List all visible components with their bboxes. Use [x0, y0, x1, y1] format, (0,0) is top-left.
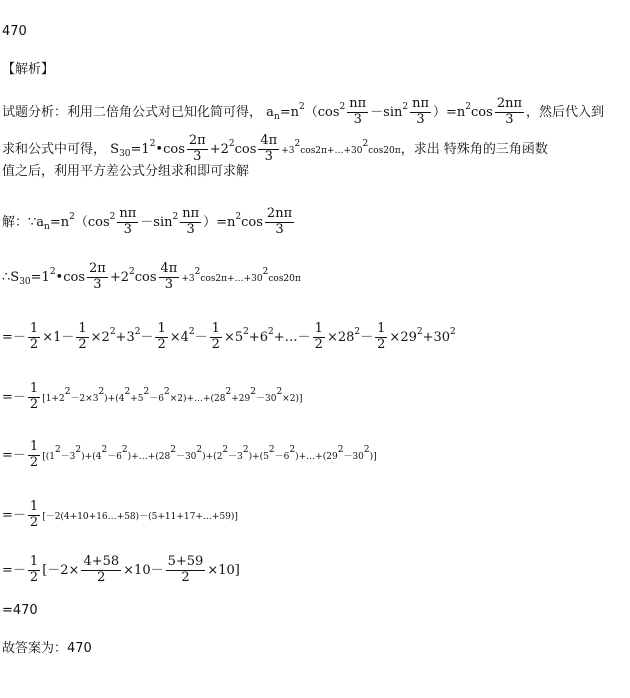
- sum-formula-line: =－ $\frac{1}{2}$ [－2× $\frac{4+58}{2}$ ×10－ $\frac{5+59}{2}$ ×10]: [2, 554, 240, 585]
- s30-line: $\therefore S_{30}=1^2•\cos$ $\frac{2\pi}{3}$ $+2^2\cos$ $\frac{4\pi}{3}$ $+3^2\cos 2\pi+\dots+30^2\cos 20\pi$: [2, 261, 301, 292]
- section-heading: 【解析】: [2, 62, 55, 77]
- formula-s30-a: $S_{30}=1^2•\cos$ $\frac{2\pi}{3}$ $+2^2\cos$ $\frac{4\pi}{3}$ $+3^2\cos 2\pi+\dots+30^2\cos 20\pi$: [110, 133, 401, 164]
- final-result: =470: [2, 603, 38, 618]
- answer-top: 470: [2, 24, 27, 39]
- formula-an: $a_n=n^2(\cos^2$ $\frac{n\pi}{3}$ $-\sin^2$ $\frac{n\pi}{3}$ ）$=n^2\cos$ $\frac{2n\pi}{3}$: [266, 96, 522, 127]
- analysis-line-1: [2, 97, 604, 128]
- analysis-line-3: 值之后，利用平方差公式分组求和即可求解: [2, 164, 250, 179]
- solution-label: 解：: [2, 214, 29, 230]
- solution-line: [2, 207, 296, 238]
- conclusion: 故答案为：470: [2, 641, 92, 656]
- formula-an-2: $\because a_n=n^2(\cos^2$ $\frac{n\pi}{3}$ $-\sin^2$ $\frac{n\pi}{3}$ ）$=n^2\cos$ $\frac{2n\pi}{3}$: [28, 206, 293, 237]
- analysis-label: 试题分析：: [2, 104, 68, 120]
- grouping-line-1: =－ $\frac{1}{2}$ $[1+2^2-2\times 3^2)+(4^2+5^2-6^2\times 2)+\dots+(28^2+29^2-30^2\times 2)$]: [2, 381, 303, 412]
- grouping-line-2: =－ $\frac{1}{2}$ $[(1^2-3^2)+(4^2-6^2)+\dots+(28^2-30^2)+(2^2-3^2)+(5^2-6^2)+\dots+(29^2-30^2)]$: [2, 439, 377, 470]
- analysis-text-2: 求和公式中可得，: [2, 141, 107, 157]
- analysis-text-1b: ，然后代入到: [526, 104, 605, 120]
- analysis-text-2b: ，求出 特殊角的三角函数: [400, 141, 548, 157]
- analysis-text-1: 利用二倍角公式对已知化简可得，: [67, 104, 263, 120]
- series-line: =－ $\frac{1}{2}$ [－2(4+10+16…+58)－(5+11+17+…+59)]: [2, 499, 238, 530]
- analysis-line-2: [2, 134, 548, 165]
- expansion-line: =－ $\frac{1}{2}$ ×1－ $\frac{1}{2}$ $\times 2^2+3^2-$ $\frac{1}{2}$ $\times 4^2-$ $\frac{1}{2}$ $\times 5^2+6^2+\dots-$ $\frac{1}{2}$ $\times 28^2-$ $\frac{1}{2}$ $\times 29^2+30^2$: [2, 321, 456, 352]
